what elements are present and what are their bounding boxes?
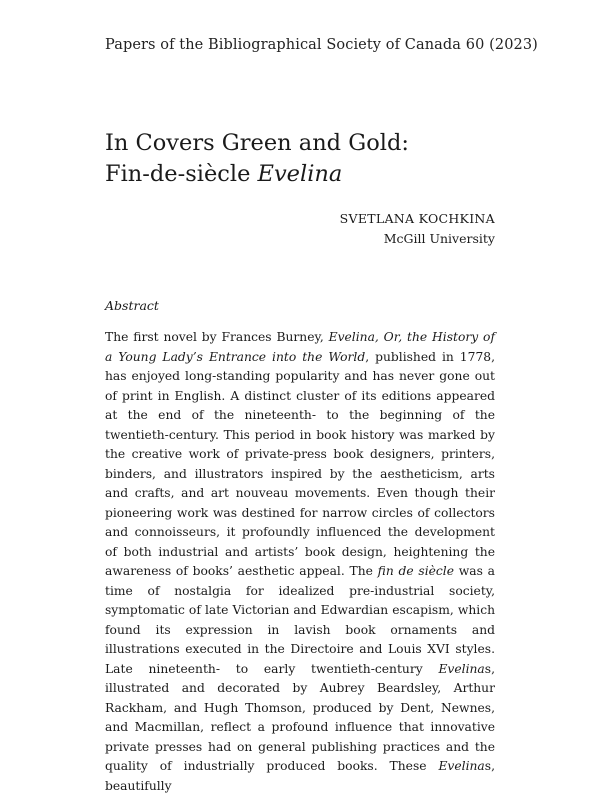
author-block [340,209,495,249]
title-line-1: In Covers Green and Gold: [105,130,409,156]
abstract-segment: The first novel by Frances Burney, [105,330,329,344]
running-header: Papers of the Bibliographical Society of Canada 60 (2023) [105,37,538,53]
author-name: SVETLANA KOCHKINA [339,211,495,226]
abstract-body [105,328,495,796]
abstract-segment-italic: fin de siècle [377,564,455,578]
abstract-segment-italic: Evelina [438,759,485,773]
abstract-segment: s, beautifully [105,759,495,793]
abstract-segment-italic: Evelina [438,661,485,676]
article-title [105,128,409,190]
abstract-heading: Abstract [105,298,159,313]
abstract-segment: , published in 1778, has enjoyed long-standing popularity and has never gone out of print in English. A distinct cluster of its editions appeared at the end of the nineteenth- to the beginning of the twentieth-century. This period in book history was marked by the creative work of private-press book designers, printers, binders, and illustrators inspired by the aestheticism, arts and crafts, and art nouveau movements. Even though their pioneering work was destined for narrow circles of collectors and connoisseurs, it profoundly influenced the development of both industrial and artists’ book design, heightening the awareness of books’ aesthetic appeal. The [105,349,496,578]
abstract-segment: s, illustrated and decorated by Aubrey Beardsley, Arthur Rackham, and Hugh Thomson, produced by Dent, Newnes, and Macmillan, reflect a profound influence that innovative private presses had on general publishing practices and the quality of industrially produced books. These [105,661,495,773]
title-line-2-prefix: Fin-de-siècle [105,161,258,187]
abstract-segment: was a time of nostalgia for idealized pre-industrial society, symptomatic of late Victorian and Edwardian escapism, which found its expression in lavish book ornaments and illustrations executed in the Directoire and Louis XVI styles. Late nineteenth- to early twentieth-century [105,564,495,676]
abstract-segment-italic: Evelina, Or, the History of a Young Lady’s Entrance into the World [105,330,496,364]
author-affiliation: McGill University [383,231,495,246]
title-line-2-italic: Evelina [257,161,343,187]
